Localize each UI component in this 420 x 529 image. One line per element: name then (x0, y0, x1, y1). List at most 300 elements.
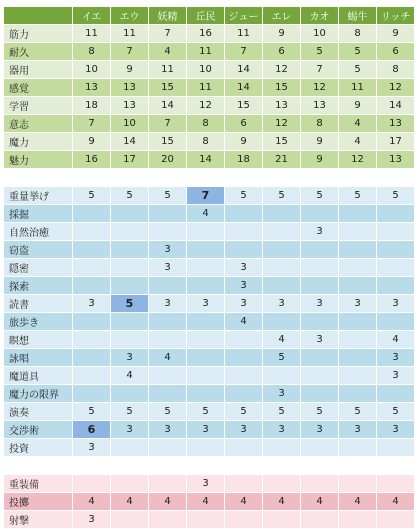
value-cell[interactable]: 3 (111, 349, 149, 367)
value-cell[interactable]: 4 (263, 493, 301, 511)
value-cell[interactable]: 5 (301, 43, 339, 61)
value-cell[interactable]: 3 (377, 295, 415, 313)
row-label: 交渉術 (4, 421, 73, 439)
value-cell[interactable]: 5 (263, 403, 301, 421)
value-cell[interactable] (301, 385, 339, 403)
skill-row (4, 187, 415, 205)
value-cell[interactable]: 5 (339, 61, 377, 79)
value-cell[interactable]: 3 (225, 295, 263, 313)
value-cell[interactable]: 4 (339, 115, 377, 133)
value-cell[interactable]: 6 (263, 43, 301, 61)
value-cell[interactable]: 3 (263, 421, 301, 439)
spacer-cell (111, 169, 149, 187)
value-cell[interactable]: 4 (225, 493, 263, 511)
value-cell[interactable]: 11 (111, 25, 149, 43)
value-cell[interactable]: 5 (149, 403, 187, 421)
value-cell[interactable]: 8 (73, 43, 111, 61)
value-cell[interactable]: 9 (339, 97, 377, 115)
value-cell[interactable]: 6 (225, 115, 263, 133)
value-cell[interactable]: 3 (187, 421, 225, 439)
value-cell[interactable] (187, 277, 225, 295)
value-cell[interactable]: 9 (377, 25, 415, 43)
value-cell[interactable]: 5 (111, 187, 149, 205)
spacer-cell (149, 457, 187, 475)
value-cell[interactable] (73, 385, 111, 403)
value-cell[interactable] (187, 385, 225, 403)
row-label: 隠密 (4, 259, 73, 277)
value-cell[interactable] (339, 259, 377, 277)
value-cell[interactable]: 15 (149, 133, 187, 151)
value-cell[interactable]: 17 (111, 151, 149, 169)
value-cell[interactable]: 7 (149, 25, 187, 43)
value-cell[interactable]: 3 (73, 295, 111, 313)
value-cell[interactable]: 4 (377, 493, 415, 511)
value-cell[interactable]: 12 (301, 79, 339, 97)
value-cell[interactable]: 4 (149, 349, 187, 367)
column-header[interactable]: リッチ (377, 7, 415, 25)
column-header[interactable]: 丘民 (187, 7, 225, 25)
value-cell[interactable] (263, 511, 301, 529)
value-cell[interactable] (111, 475, 149, 493)
value-cell[interactable] (339, 385, 377, 403)
value-cell[interactable] (149, 313, 187, 331)
value-cell[interactable] (149, 439, 187, 457)
value-cell[interactable] (263, 475, 301, 493)
value-cell[interactable] (339, 439, 377, 457)
skill-row (4, 349, 415, 367)
value-cell[interactable]: 18 (73, 97, 111, 115)
skill-row (4, 205, 415, 223)
value-cell[interactable] (225, 475, 263, 493)
value-cell[interactable]: 3 (339, 295, 377, 313)
value-cell[interactable] (187, 223, 225, 241)
row-label: 魔力 (4, 133, 73, 151)
value-cell[interactable]: 3 (225, 259, 263, 277)
value-cell[interactable] (149, 367, 187, 385)
value-cell[interactable]: 11 (73, 25, 111, 43)
row-label: 魅力 (4, 151, 73, 169)
value-cell[interactable]: 7 (111, 43, 149, 61)
spacer-cell (149, 169, 187, 187)
value-cell[interactable]: 15 (149, 79, 187, 97)
value-cell[interactable] (377, 241, 415, 259)
value-cell[interactable]: 6 (377, 43, 415, 61)
value-cell[interactable]: 3 (225, 277, 263, 295)
value-cell[interactable] (377, 313, 415, 331)
value-cell[interactable] (377, 439, 415, 457)
spacer-cell (4, 457, 73, 475)
value-cell[interactable] (225, 367, 263, 385)
highlighted-cell[interactable]: 5 (111, 295, 149, 313)
value-cell[interactable]: 3 (149, 259, 187, 277)
spacer-cell (301, 169, 339, 187)
value-cell[interactable]: 20 (149, 151, 187, 169)
value-cell[interactable] (377, 223, 415, 241)
value-cell[interactable] (339, 367, 377, 385)
value-cell[interactable]: 3 (111, 421, 149, 439)
value-cell[interactable]: 4 (149, 493, 187, 511)
value-cell[interactable]: 4 (111, 367, 149, 385)
value-cell[interactable]: 12 (263, 61, 301, 79)
row-label: 詠唱 (4, 349, 73, 367)
value-cell[interactable]: 4 (301, 493, 339, 511)
value-cell[interactable]: 4 (111, 493, 149, 511)
value-cell[interactable] (339, 349, 377, 367)
value-cell[interactable] (263, 439, 301, 457)
value-cell[interactable] (263, 313, 301, 331)
value-cell[interactable] (149, 331, 187, 349)
race-skill-table (3, 6, 415, 529)
row-label: 投資 (4, 439, 73, 457)
value-cell[interactable] (377, 259, 415, 277)
value-cell[interactable] (339, 331, 377, 349)
value-cell[interactable] (73, 349, 111, 367)
value-cell[interactable]: 8 (187, 115, 225, 133)
value-cell[interactable]: 14 (111, 133, 149, 151)
value-cell[interactable] (339, 205, 377, 223)
value-cell[interactable]: 9 (73, 133, 111, 151)
value-cell[interactable] (225, 241, 263, 259)
row-label: 採掘 (4, 205, 73, 223)
value-cell[interactable] (377, 205, 415, 223)
value-cell[interactable]: 15 (225, 97, 263, 115)
value-cell[interactable] (111, 277, 149, 295)
value-cell[interactable]: 14 (225, 79, 263, 97)
value-cell[interactable] (225, 511, 263, 529)
spacer-cell (339, 457, 377, 475)
value-cell[interactable] (73, 331, 111, 349)
value-cell[interactable] (301, 511, 339, 529)
value-cell[interactable]: 13 (377, 115, 415, 133)
value-cell[interactable] (301, 205, 339, 223)
value-cell[interactable] (149, 277, 187, 295)
value-cell[interactable]: 9 (111, 61, 149, 79)
value-cell[interactable]: 13 (73, 79, 111, 97)
value-cell[interactable] (149, 475, 187, 493)
combat-skill-row (4, 493, 415, 511)
value-cell[interactable]: 3 (377, 421, 415, 439)
value-cell[interactable]: 4 (263, 331, 301, 349)
row-label: 読書 (4, 295, 73, 313)
row-label: 筋力 (4, 25, 73, 43)
value-cell[interactable] (377, 385, 415, 403)
value-cell[interactable] (187, 511, 225, 529)
value-cell[interactable]: 4 (187, 493, 225, 511)
value-cell[interactable] (187, 313, 225, 331)
value-cell[interactable] (301, 475, 339, 493)
value-cell[interactable]: 3 (263, 385, 301, 403)
value-cell[interactable]: 5 (339, 187, 377, 205)
value-cell[interactable] (263, 259, 301, 277)
value-cell[interactable] (149, 511, 187, 529)
value-cell[interactable] (301, 277, 339, 295)
value-cell[interactable]: 10 (111, 115, 149, 133)
value-cell[interactable]: 11 (339, 79, 377, 97)
value-cell[interactable]: 7 (73, 115, 111, 133)
value-cell[interactable]: 4 (149, 43, 187, 61)
value-cell[interactable]: 12 (339, 151, 377, 169)
value-cell[interactable]: 3 (339, 421, 377, 439)
value-cell[interactable]: 8 (377, 61, 415, 79)
value-cell[interactable] (339, 223, 377, 241)
row-label: 探索 (4, 277, 73, 295)
value-cell[interactable] (73, 367, 111, 385)
row-label: 演奏 (4, 403, 73, 421)
value-cell[interactable] (73, 259, 111, 277)
value-cell[interactable] (111, 439, 149, 457)
value-cell[interactable]: 13 (377, 151, 415, 169)
value-cell[interactable]: 9 (301, 151, 339, 169)
value-cell[interactable]: 5 (339, 43, 377, 61)
value-cell[interactable] (73, 475, 111, 493)
value-cell[interactable]: 3 (301, 295, 339, 313)
value-cell[interactable]: 13 (263, 97, 301, 115)
value-cell[interactable] (339, 511, 377, 529)
table-body (4, 7, 415, 529)
value-cell[interactable]: 3 (73, 511, 111, 529)
value-cell[interactable]: 3 (225, 421, 263, 439)
value-cell[interactable]: 5 (187, 403, 225, 421)
combat-skill-row (4, 475, 415, 493)
value-cell[interactable]: 9 (301, 133, 339, 151)
value-cell[interactable]: 5 (73, 403, 111, 421)
value-cell[interactable] (73, 277, 111, 295)
value-cell[interactable] (73, 313, 111, 331)
value-cell[interactable] (111, 205, 149, 223)
value-cell[interactable] (301, 367, 339, 385)
column-header[interactable]: 蜴牛 (339, 7, 377, 25)
value-cell[interactable]: 5 (377, 187, 415, 205)
value-cell[interactable]: 5 (301, 187, 339, 205)
spacer-cell (187, 169, 225, 187)
row-label: 重量挙げ (4, 187, 73, 205)
value-cell[interactable] (111, 313, 149, 331)
value-cell[interactable]: 4 (339, 133, 377, 151)
row-label: 投擲 (4, 493, 73, 511)
value-cell[interactable] (149, 385, 187, 403)
value-cell[interactable]: 3 (301, 223, 339, 241)
value-cell[interactable] (73, 223, 111, 241)
value-cell[interactable]: 3 (187, 475, 225, 493)
value-cell[interactable]: 8 (339, 25, 377, 43)
value-cell[interactable] (263, 205, 301, 223)
value-cell[interactable] (111, 331, 149, 349)
value-cell[interactable]: 17 (377, 133, 415, 151)
value-cell[interactable]: 8 (301, 115, 339, 133)
value-cell[interactable]: 14 (225, 61, 263, 79)
value-cell[interactable]: 4 (73, 493, 111, 511)
value-cell[interactable] (187, 241, 225, 259)
value-cell[interactable]: 10 (73, 61, 111, 79)
value-cell[interactable] (263, 277, 301, 295)
spacer-cell (339, 169, 377, 187)
value-cell[interactable]: 3 (377, 349, 415, 367)
value-cell[interactable]: 13 (301, 97, 339, 115)
value-cell[interactable]: 3 (263, 295, 301, 313)
value-cell[interactable]: 3 (73, 439, 111, 457)
combat-skill-row (4, 511, 415, 529)
value-cell[interactable] (187, 367, 225, 385)
value-cell[interactable]: 12 (377, 79, 415, 97)
skill-row (4, 223, 415, 241)
value-cell[interactable]: 11 (149, 61, 187, 79)
value-cell[interactable]: 10 (301, 25, 339, 43)
spacer-cell (111, 457, 149, 475)
value-cell[interactable]: 11 (187, 79, 225, 97)
value-cell[interactable]: 21 (263, 151, 301, 169)
header-corner-cell (4, 7, 73, 25)
value-cell[interactable]: 5 (225, 187, 263, 205)
value-cell[interactable] (111, 241, 149, 259)
value-cell[interactable] (187, 439, 225, 457)
value-cell[interactable]: 14 (377, 97, 415, 115)
value-cell[interactable] (187, 259, 225, 277)
spacer-cell (377, 169, 415, 187)
value-cell[interactable] (111, 223, 149, 241)
value-cell[interactable] (73, 205, 111, 223)
row-label: 自然治癒 (4, 223, 73, 241)
spacer-cell (263, 169, 301, 187)
value-cell[interactable] (339, 277, 377, 295)
value-cell[interactable]: 10 (187, 61, 225, 79)
value-cell[interactable] (73, 241, 111, 259)
value-cell[interactable]: 3 (301, 331, 339, 349)
value-cell[interactable]: 4 (339, 493, 377, 511)
value-cell[interactable] (377, 475, 415, 493)
skill-row (4, 331, 415, 349)
value-cell[interactable] (263, 223, 301, 241)
value-cell[interactable]: 4 (187, 205, 225, 223)
value-cell[interactable] (225, 205, 263, 223)
value-cell[interactable]: 7 (225, 43, 263, 61)
value-cell[interactable] (187, 349, 225, 367)
value-cell[interactable]: 3 (149, 421, 187, 439)
skill-row (4, 403, 415, 421)
value-cell[interactable]: 5 (225, 403, 263, 421)
column-header[interactable]: カオ (301, 7, 339, 25)
value-cell[interactable] (301, 259, 339, 277)
stat-row (4, 25, 415, 43)
value-cell[interactable]: 11 (225, 25, 263, 43)
highlighted-cell[interactable]: 6 (73, 421, 111, 439)
column-header[interactable]: イエ (73, 7, 111, 25)
stat-row (4, 79, 415, 97)
value-cell[interactable] (339, 475, 377, 493)
spacer-row (4, 169, 415, 187)
row-label: 魔道具 (4, 367, 73, 385)
value-cell[interactable] (301, 313, 339, 331)
value-cell[interactable]: 3 (301, 421, 339, 439)
value-cell[interactable]: 5 (263, 187, 301, 205)
value-cell[interactable]: 15 (263, 79, 301, 97)
value-cell[interactable] (339, 313, 377, 331)
value-cell[interactable] (225, 331, 263, 349)
value-cell[interactable]: 7 (301, 61, 339, 79)
value-cell[interactable]: 12 (263, 115, 301, 133)
value-cell[interactable]: 14 (187, 151, 225, 169)
row-label: 感覚 (4, 79, 73, 97)
value-cell[interactable]: 18 (225, 151, 263, 169)
value-cell[interactable]: 4 (377, 331, 415, 349)
value-cell[interactable] (111, 385, 149, 403)
value-cell[interactable]: 8 (187, 133, 225, 151)
value-cell[interactable] (377, 277, 415, 295)
value-cell[interactable] (301, 439, 339, 457)
row-label: 窃盗 (4, 241, 73, 259)
value-cell[interactable]: 14 (149, 97, 187, 115)
value-cell[interactable]: 5 (339, 403, 377, 421)
value-cell[interactable]: 13 (111, 79, 149, 97)
value-cell[interactable] (301, 241, 339, 259)
value-cell[interactable] (225, 385, 263, 403)
value-cell[interactable] (111, 511, 149, 529)
value-cell[interactable] (263, 367, 301, 385)
spacer-cell (187, 457, 225, 475)
row-label: 旅歩き (4, 313, 73, 331)
value-cell[interactable]: 5 (301, 403, 339, 421)
value-cell[interactable]: 4 (225, 313, 263, 331)
row-label: 耐久 (4, 43, 73, 61)
value-cell[interactable]: 5 (73, 187, 111, 205)
row-label: 意志 (4, 115, 73, 133)
value-cell[interactable]: 5 (377, 403, 415, 421)
value-cell[interactable]: 13 (111, 97, 149, 115)
value-cell[interactable]: 12 (187, 97, 225, 115)
value-cell[interactable] (225, 223, 263, 241)
column-header[interactable]: ジュー (225, 7, 263, 25)
spacer-cell (263, 457, 301, 475)
value-cell[interactable] (339, 241, 377, 259)
value-cell[interactable] (187, 331, 225, 349)
column-header[interactable]: 妖精 (149, 7, 187, 25)
stat-row (4, 133, 415, 151)
row-label: 魔力の限界 (4, 385, 73, 403)
column-header[interactable]: エウ (111, 7, 149, 25)
value-cell[interactable]: 7 (149, 115, 187, 133)
value-cell[interactable] (225, 439, 263, 457)
stat-row (4, 61, 415, 79)
value-cell[interactable]: 16 (187, 25, 225, 43)
spacer-cell (225, 169, 263, 187)
value-cell[interactable]: 11 (187, 43, 225, 61)
value-cell[interactable] (149, 223, 187, 241)
value-cell[interactable]: 16 (73, 151, 111, 169)
skill-row (4, 277, 415, 295)
value-cell[interactable]: 5 (149, 187, 187, 205)
value-cell[interactable] (263, 241, 301, 259)
highlighted-cell[interactable]: 7 (187, 187, 225, 205)
column-header[interactable]: エレ (263, 7, 301, 25)
value-cell[interactable]: 9 (225, 133, 263, 151)
stat-row (4, 43, 415, 61)
value-cell[interactable]: 3 (377, 367, 415, 385)
value-cell[interactable] (149, 205, 187, 223)
value-cell[interactable]: 3 (149, 241, 187, 259)
value-cell[interactable] (111, 259, 149, 277)
value-cell[interactable]: 3 (187, 295, 225, 313)
value-cell[interactable]: 15 (263, 133, 301, 151)
value-cell[interactable] (377, 511, 415, 529)
stat-row (4, 97, 415, 115)
stat-row (4, 151, 415, 169)
value-cell[interactable]: 9 (263, 25, 301, 43)
value-cell[interactable]: 5 (111, 403, 149, 421)
value-cell[interactable] (301, 349, 339, 367)
value-cell[interactable]: 3 (149, 295, 187, 313)
value-cell[interactable] (225, 349, 263, 367)
skill-row (4, 313, 415, 331)
value-cell[interactable]: 5 (263, 349, 301, 367)
